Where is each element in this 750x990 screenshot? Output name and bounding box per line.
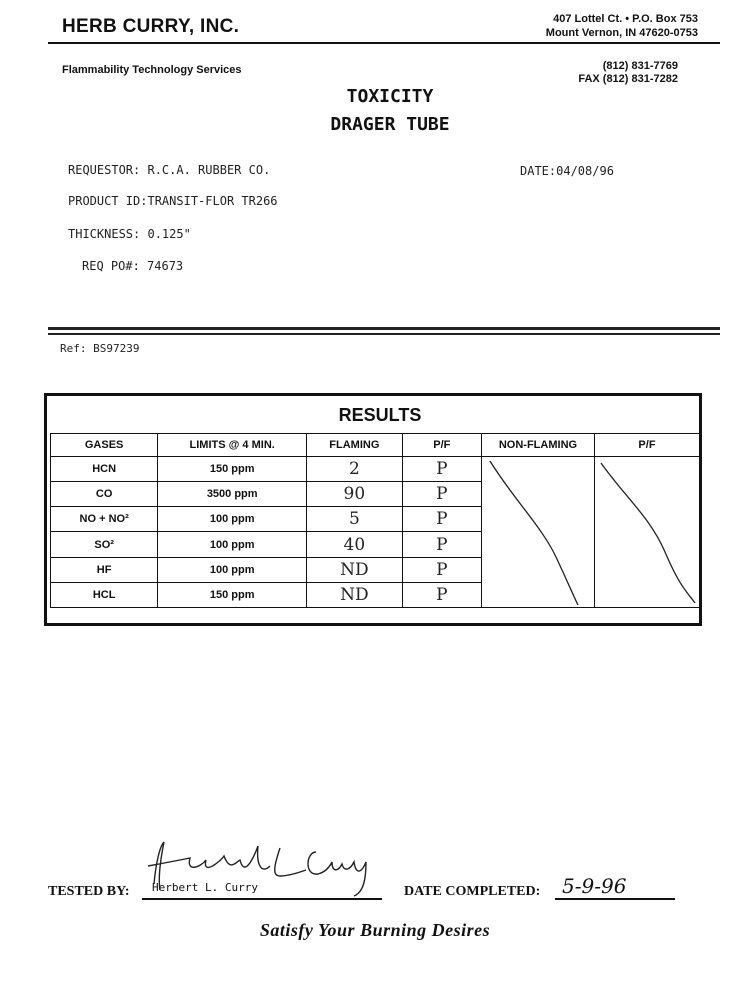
flaming-value: 2 — [307, 457, 403, 482]
header-divider — [48, 42, 720, 44]
header-gases: GASES — [51, 434, 158, 457]
requestor: REQUESTOR: R.C.A. RUBBER CO. — [68, 163, 271, 177]
report-date: DATE:04/08/96 — [520, 164, 614, 178]
flaming-value: 5 — [307, 507, 403, 532]
company-slogan: Satisfy Your Burning Desires — [259, 920, 491, 940]
limit-cell: 100 ppm — [158, 507, 307, 532]
product-id: PRODUCT ID:TRANSIT-FLOR TR266 — [68, 194, 278, 208]
date-completed-value: 5-9-96 — [562, 874, 627, 898]
pass-fail-value: P — [402, 457, 481, 482]
req-po: REQ PO#: 74673 — [82, 259, 184, 273]
limit-cell: 3500 ppm — [158, 482, 307, 507]
pass-fail-value: P — [402, 507, 481, 532]
header-pf-non-flaming: P/F — [594, 434, 699, 457]
limit-cell: 150 ppm — [158, 582, 307, 607]
gas-cell: CO — [51, 482, 158, 507]
limit-cell: 100 ppm — [158, 532, 307, 557]
strike-line-non-flaming — [482, 457, 594, 607]
results-title: RESULTS — [338, 405, 422, 425]
header-pf-flaming: P/F — [402, 434, 481, 457]
tested-by-label: TESTED BY: — [48, 884, 130, 899]
signature-line — [142, 898, 382, 900]
table-row — [51, 457, 700, 482]
company-address — [546, 12, 698, 40]
pass-fail-value: P — [402, 482, 481, 507]
tester-printed-name: Herbert L. Curry — [152, 881, 258, 894]
flaming-value: 40 — [307, 532, 403, 557]
gas-cell: SO² — [51, 532, 158, 557]
report-title-line-1: TOXICITY — [346, 86, 434, 107]
gas-cell: HF — [51, 557, 158, 582]
report-title-line-2: DRAGER TUBE — [330, 114, 450, 135]
pass-fail-value: P — [402, 532, 481, 557]
results-table — [50, 433, 700, 608]
flaming-value: ND — [307, 557, 403, 582]
limit-cell: 150 ppm — [158, 457, 307, 482]
header-flaming: FLAMING — [307, 434, 403, 457]
non-flaming-struck-cell — [481, 457, 594, 608]
flaming-value: 90 — [307, 482, 403, 507]
flaming-value: ND — [307, 582, 403, 607]
address-line-1: 407 Lottel Ct. • P.O. Box 753 — [553, 13, 698, 25]
section-divider-bottom — [48, 333, 720, 335]
date-completed-label: DATE COMPLETED: — [404, 884, 541, 899]
date-completed-line — [555, 898, 675, 900]
pass-fail-value: P — [402, 582, 481, 607]
gas-cell: NO + NO² — [51, 507, 158, 532]
header-limits: LIMITS @ 4 MIN. — [158, 434, 307, 457]
fax-number: FAX (812) 831-7282 — [578, 73, 678, 85]
section-divider-top — [48, 327, 720, 330]
strike-line-non-flaming-pf — [595, 457, 699, 607]
limit-cell: 100 ppm — [158, 557, 307, 582]
contact-numbers — [578, 60, 678, 86]
division-name: Flammability Technology Services — [62, 64, 242, 76]
non-flaming-pf-struck-cell — [594, 457, 699, 608]
pass-fail-value: P — [402, 557, 481, 582]
thickness: THICKNESS: 0.125" — [68, 227, 191, 241]
reference-number: Ref: BS97239 — [60, 342, 140, 355]
company-name: HERB CURRY, INC. — [62, 16, 240, 37]
header-non-flaming: NON-FLAMING — [481, 434, 594, 457]
results-header-row — [51, 434, 700, 457]
gas-cell: HCN — [51, 457, 158, 482]
phone-number: (812) 831-7769 — [602, 60, 678, 72]
address-line-2: Mount Vernon, IN 47620-0753 — [545, 27, 698, 39]
gas-cell: HCL — [51, 582, 158, 607]
